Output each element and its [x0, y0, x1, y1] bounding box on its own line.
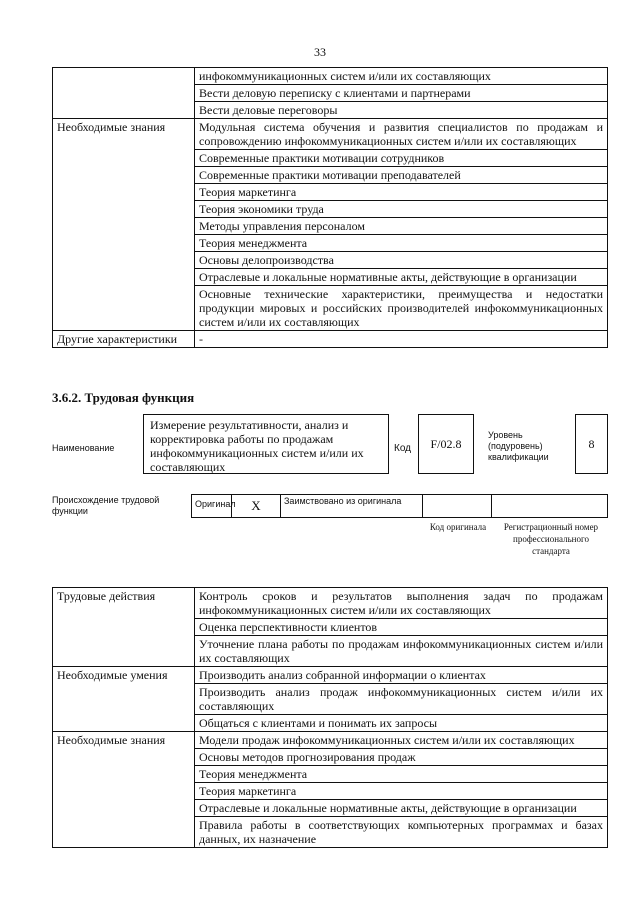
origin-label: Происхождение трудовой функции — [52, 495, 160, 516]
category-cell — [53, 68, 195, 119]
requirement-cell: Основы делопроизводства — [195, 252, 608, 269]
category-cell: Другие характеристики — [53, 331, 195, 348]
code-origin-cell — [423, 495, 492, 517]
requirement-cell: Теория экономики труда — [195, 201, 608, 218]
table-row — [53, 667, 608, 684]
original-mark: X — [232, 495, 281, 517]
requirement-cell: Производить анализ продаж инфокоммуникационных систем и/или их составляющих — [195, 684, 608, 715]
requirement-cell: Теория маркетинга — [195, 184, 608, 201]
table-row — [53, 331, 608, 348]
requirement-cell: Контроль сроков и результатов выполнения задач по продажам инфокоммуникационных систем и/или их составляющих — [195, 588, 608, 619]
requirement-cell: Теория менеджмента — [195, 766, 608, 783]
requirement-cell: Теория маркетинга — [195, 783, 608, 800]
requirement-cell: Вести деловые переговоры — [195, 102, 608, 119]
requirement-cell: Уточнение плана работы по продажам инфокоммуникационных систем и/или их составляющих — [195, 636, 608, 667]
requirement-cell: Вести деловую переписку с клиентами и партнерами — [195, 85, 608, 102]
requirement-cell: инфокоммуникационных систем и/или их составляющих — [195, 68, 608, 85]
requirement-cell: Современные практики мотивации сотрудников — [195, 150, 608, 167]
requirement-cell: Модульная система обучения и развития специалистов по продажам и сопровождению инфокоммуникационных систем и/или их составляющих — [195, 119, 608, 150]
function-name-box: Измерение результативности, анализ и корректировка работы по продажам инфокоммуникационных систем и/или их составляющих — [143, 414, 389, 474]
requirement-cell: Основные технические характеристики, преимущества и недостатки продукции мировых и российских производителей инфокоммуникационных систем и/или их составляющих — [195, 286, 608, 331]
section-title: 3.6.2. Трудовая функция — [52, 390, 195, 405]
requirement-cell: Оценка перспективности клиентов — [195, 619, 608, 636]
requirement-cell: Основы методов прогнозирования продаж — [195, 749, 608, 766]
code-value-box: F/02.8 — [418, 414, 474, 474]
level-label: Уровень (подуровень) квалификации — [488, 430, 549, 462]
requirement-cell: Модели продаж инфокоммуникационных систем и/или их составляющих — [195, 732, 608, 749]
function-table-bottom — [52, 587, 608, 848]
table-row — [53, 119, 608, 150]
category-cell: Необходимые знания — [53, 119, 195, 331]
requirement-cell: Общаться с клиентами и понимать их запросы — [195, 715, 608, 732]
page-number: 33 — [314, 45, 326, 59]
level-value-box: 8 — [575, 414, 608, 474]
table-row — [53, 588, 608, 619]
requirement-cell: Отраслевые и локальные нормативные акты, действующие в организации — [195, 800, 608, 817]
code-origin-caption: Код оригинала — [429, 522, 487, 532]
borrowed-label: Заимствовано из оригинала — [281, 495, 423, 517]
requirement-cell: Правила работы в соответствующих компьютерных программах и базах данных, их назначение — [195, 817, 608, 848]
code-label: Код — [394, 443, 412, 454]
original-label: Оригинал — [192, 495, 232, 517]
requirement-cell: Отраслевые и локальные нормативные акты, действующие в организации — [195, 269, 608, 286]
category-cell: Необходимые умения — [53, 667, 195, 732]
reg-number-cell — [492, 495, 607, 517]
category-cell: Необходимые знания — [53, 732, 195, 848]
requirement-cell: Методы управления персоналом — [195, 218, 608, 235]
name-label: Наименование — [52, 443, 115, 453]
knowledge-table-top — [52, 67, 608, 348]
table-row — [53, 68, 608, 85]
requirement-cell: Современные практики мотивации преподавателей — [195, 167, 608, 184]
reg-number-caption: Регистрационный номер профессионального стандарта — [503, 522, 599, 556]
category-cell: Трудовые действия — [53, 588, 195, 667]
requirement-cell: - — [195, 331, 608, 348]
requirement-cell: Производить анализ собранной информации о клиентах — [195, 667, 608, 684]
origin-row — [191, 494, 608, 518]
table-row — [53, 732, 608, 749]
requirement-cell: Теория менеджмента — [195, 235, 608, 252]
